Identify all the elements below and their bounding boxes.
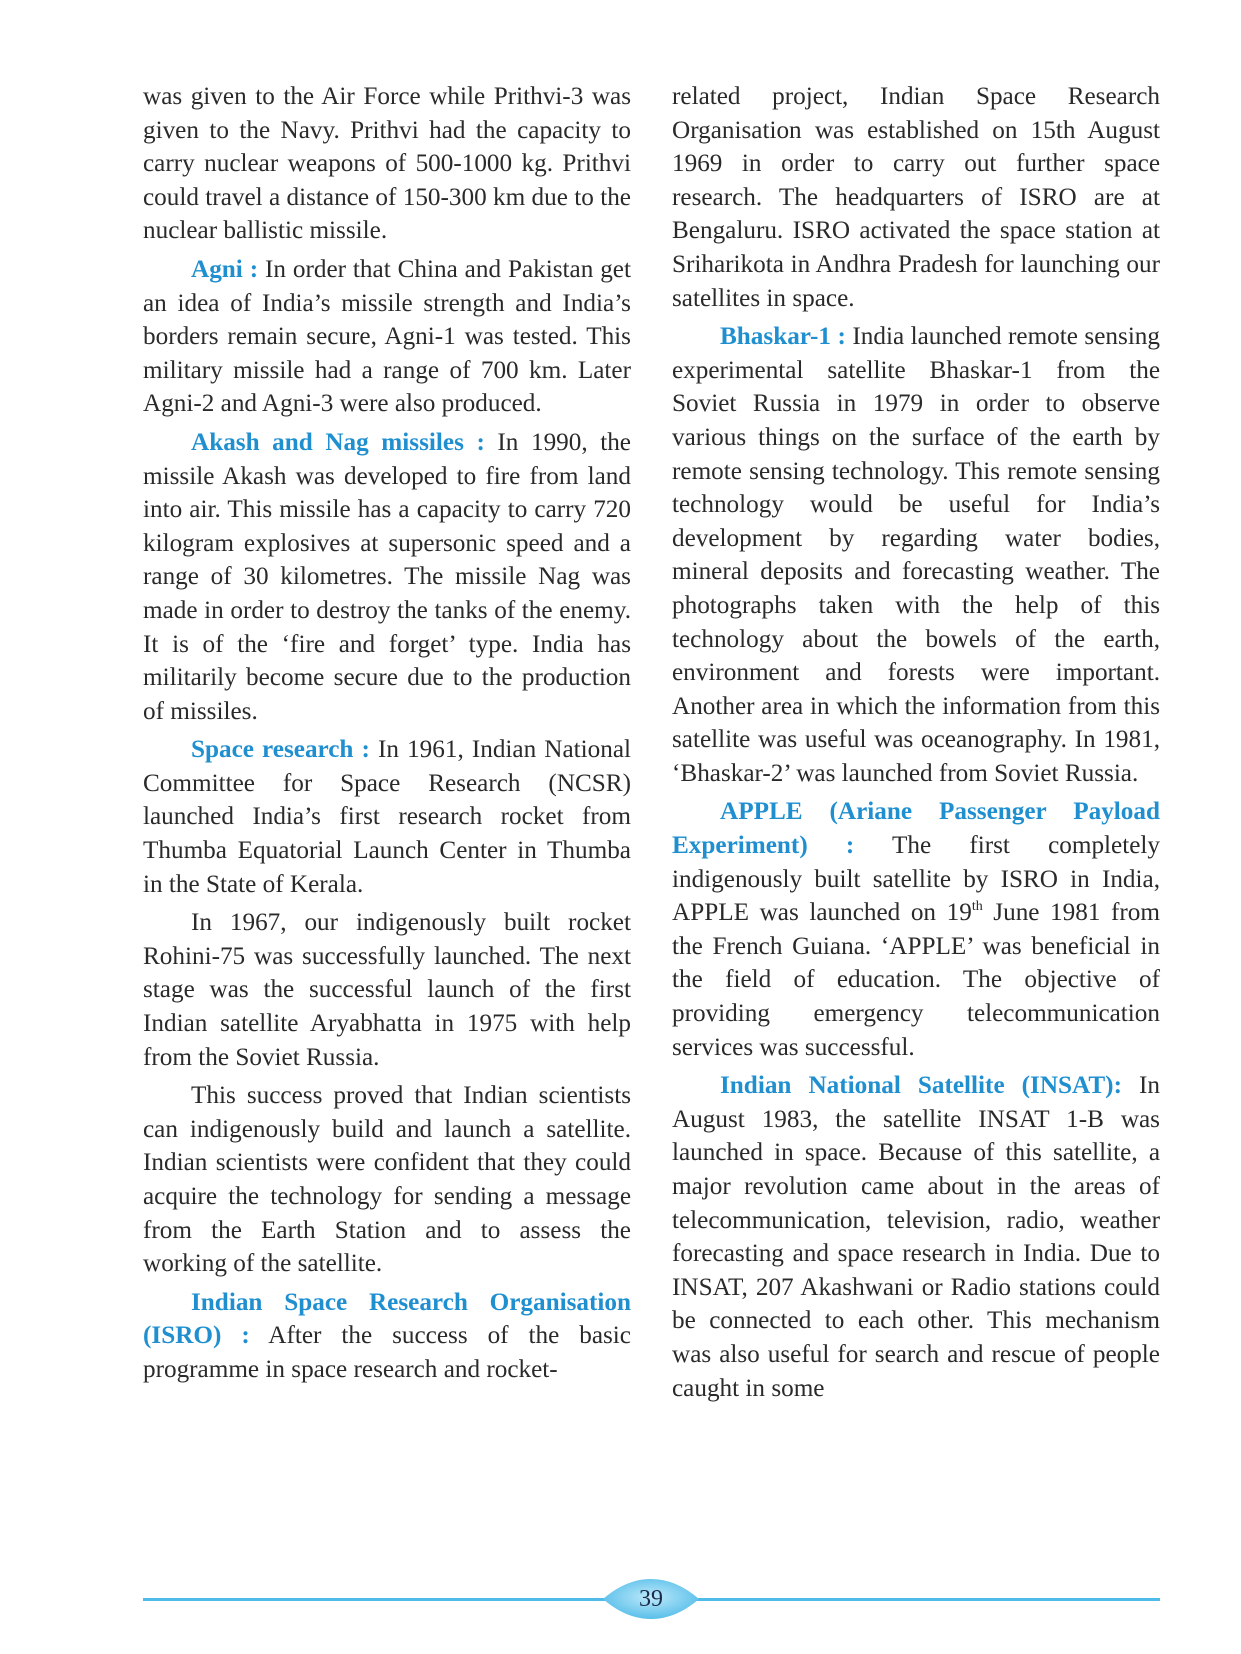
heading-isro: Indian Space Research Organisation (ISRO) : <box>143 1288 631 1350</box>
text-akash-nag: In 1990, the missile Akash was developed to fire from land into air. This missile has a capacity to carry 720 kilogram explosives at supersonic speed and a range of 30 kilometres. The missile Nag was made in order to destroy the tanks of the enemy. It is of the ‘fire and forget’ type. India has militarily become secure due to the production of missiles. <box>143 428 631 725</box>
heading-apple: APPLE (Ariane Passenger Payload Experiment) : <box>672 798 1160 860</box>
paragraph-isro <box>143 1286 631 1387</box>
text-bhaskar: India launched remote sensing experimental satellite Bhaskar-1 from the Soviet Russia in 1979 in order to observe various things on the surface of the earth by remote sensing technology. This remote sensing technology would be useful for India’s development by regarding water bodies, mineral deposits and forecasting weather. The photographs taken with the help of this technology about the bowels of the earth, environment and forests were important. Another area in which the information from this satellite was useful was oceanography. In 1981, ‘Bhaskar-2’ was launched from Soviet Russia. <box>672 323 1160 787</box>
page-number: 39 <box>639 1586 663 1612</box>
text-apple-b: June 1981 from the French Guiana. ‘APPLE’ was beneficial in the field of education. The objective of providing emergency telecommunication services was successful. <box>672 899 1160 1061</box>
heading-space-research: Space research : <box>191 736 370 764</box>
paragraph-1967: In 1967, our indigenously built rocket Rohini-75 was successfully launched. The next stage was the successful launch of the first Indian satellite Aryabhatta in 1975 with help from the Soviet Russia. <box>143 909 631 1071</box>
paragraph-akash-nag <box>143 426 631 728</box>
text-agni: In order that China and Pakistan get an idea of India’s missile strength and India’s borders remain secure, Agni-1 was tested. This military missile had a range of 700 km. Later Agni-2 and Agni-3 were also produced. <box>143 255 631 418</box>
paragraph-insat <box>672 1069 1160 1405</box>
text-apple-a: The first completely indigenously built satellite by ISRO in India, APPLE was launched on 19 <box>672 832 1161 927</box>
text-insat: In August 1983, the satellite INSAT 1-B was launched in space. Because of this satellite, a major revolution came about in the areas of telecommunication, television, radio, weather forecasting and space research in India. Due to INSAT, 207 Akashwani or Radio stations could be connected to each other. This mechanism was also useful for search and rescue of people caught in some <box>672 1072 1161 1402</box>
heading-insat: Indian National Satellite (INSAT): <box>720 1072 1122 1100</box>
superscript-th: th <box>971 899 983 915</box>
right-column <box>672 80 1160 1410</box>
paragraph-bhaskar <box>672 320 1160 790</box>
paragraph-agni <box>143 253 631 421</box>
paragraph-space-research <box>143 733 631 901</box>
heading-bhaskar: Bhaskar-1 : <box>720 323 846 351</box>
paragraph-isro-cont: related project, Indian Space Research Organisation was established on 15th August 1969 in order to carry out further space research. The headquarters of ISRO are at Bengaluru. ISRO activated the space station at Sriharikota in Andhra Pradesh for launching our satellites in space. <box>672 83 1160 312</box>
paragraph-apple <box>672 795 1160 1064</box>
heading-agni: Agni : <box>191 255 259 283</box>
text-isro: After the success of the basic programme in space research and rocket- <box>143 1322 631 1383</box>
paragraph-success: This success proved that Indian scientists can indigenously build and launch a satellite. Indian scientists were confident that they could acquire the technology for sending a message from the Earth Station and to assess the working of the satellite. <box>143 1082 631 1278</box>
text-space-research: In 1961, Indian National Committee for Space Research (NCSR) launched India’s first research rocket from Thumba Equatorial Launch Center in Thumba in the State of Kerala. <box>143 736 631 898</box>
left-column <box>143 80 631 1392</box>
heading-akash-nag: Akash and Nag missiles : <box>191 428 485 456</box>
paragraph-prithvi: was given to the Air Force while Prithvi-3 was given to the Navy. Prithvi had the capacity to carry nuclear weapons of 500-1000 kg. Prithvi could travel a distance of 150-300 km due to the nuclear ballistic missile. <box>143 83 631 245</box>
